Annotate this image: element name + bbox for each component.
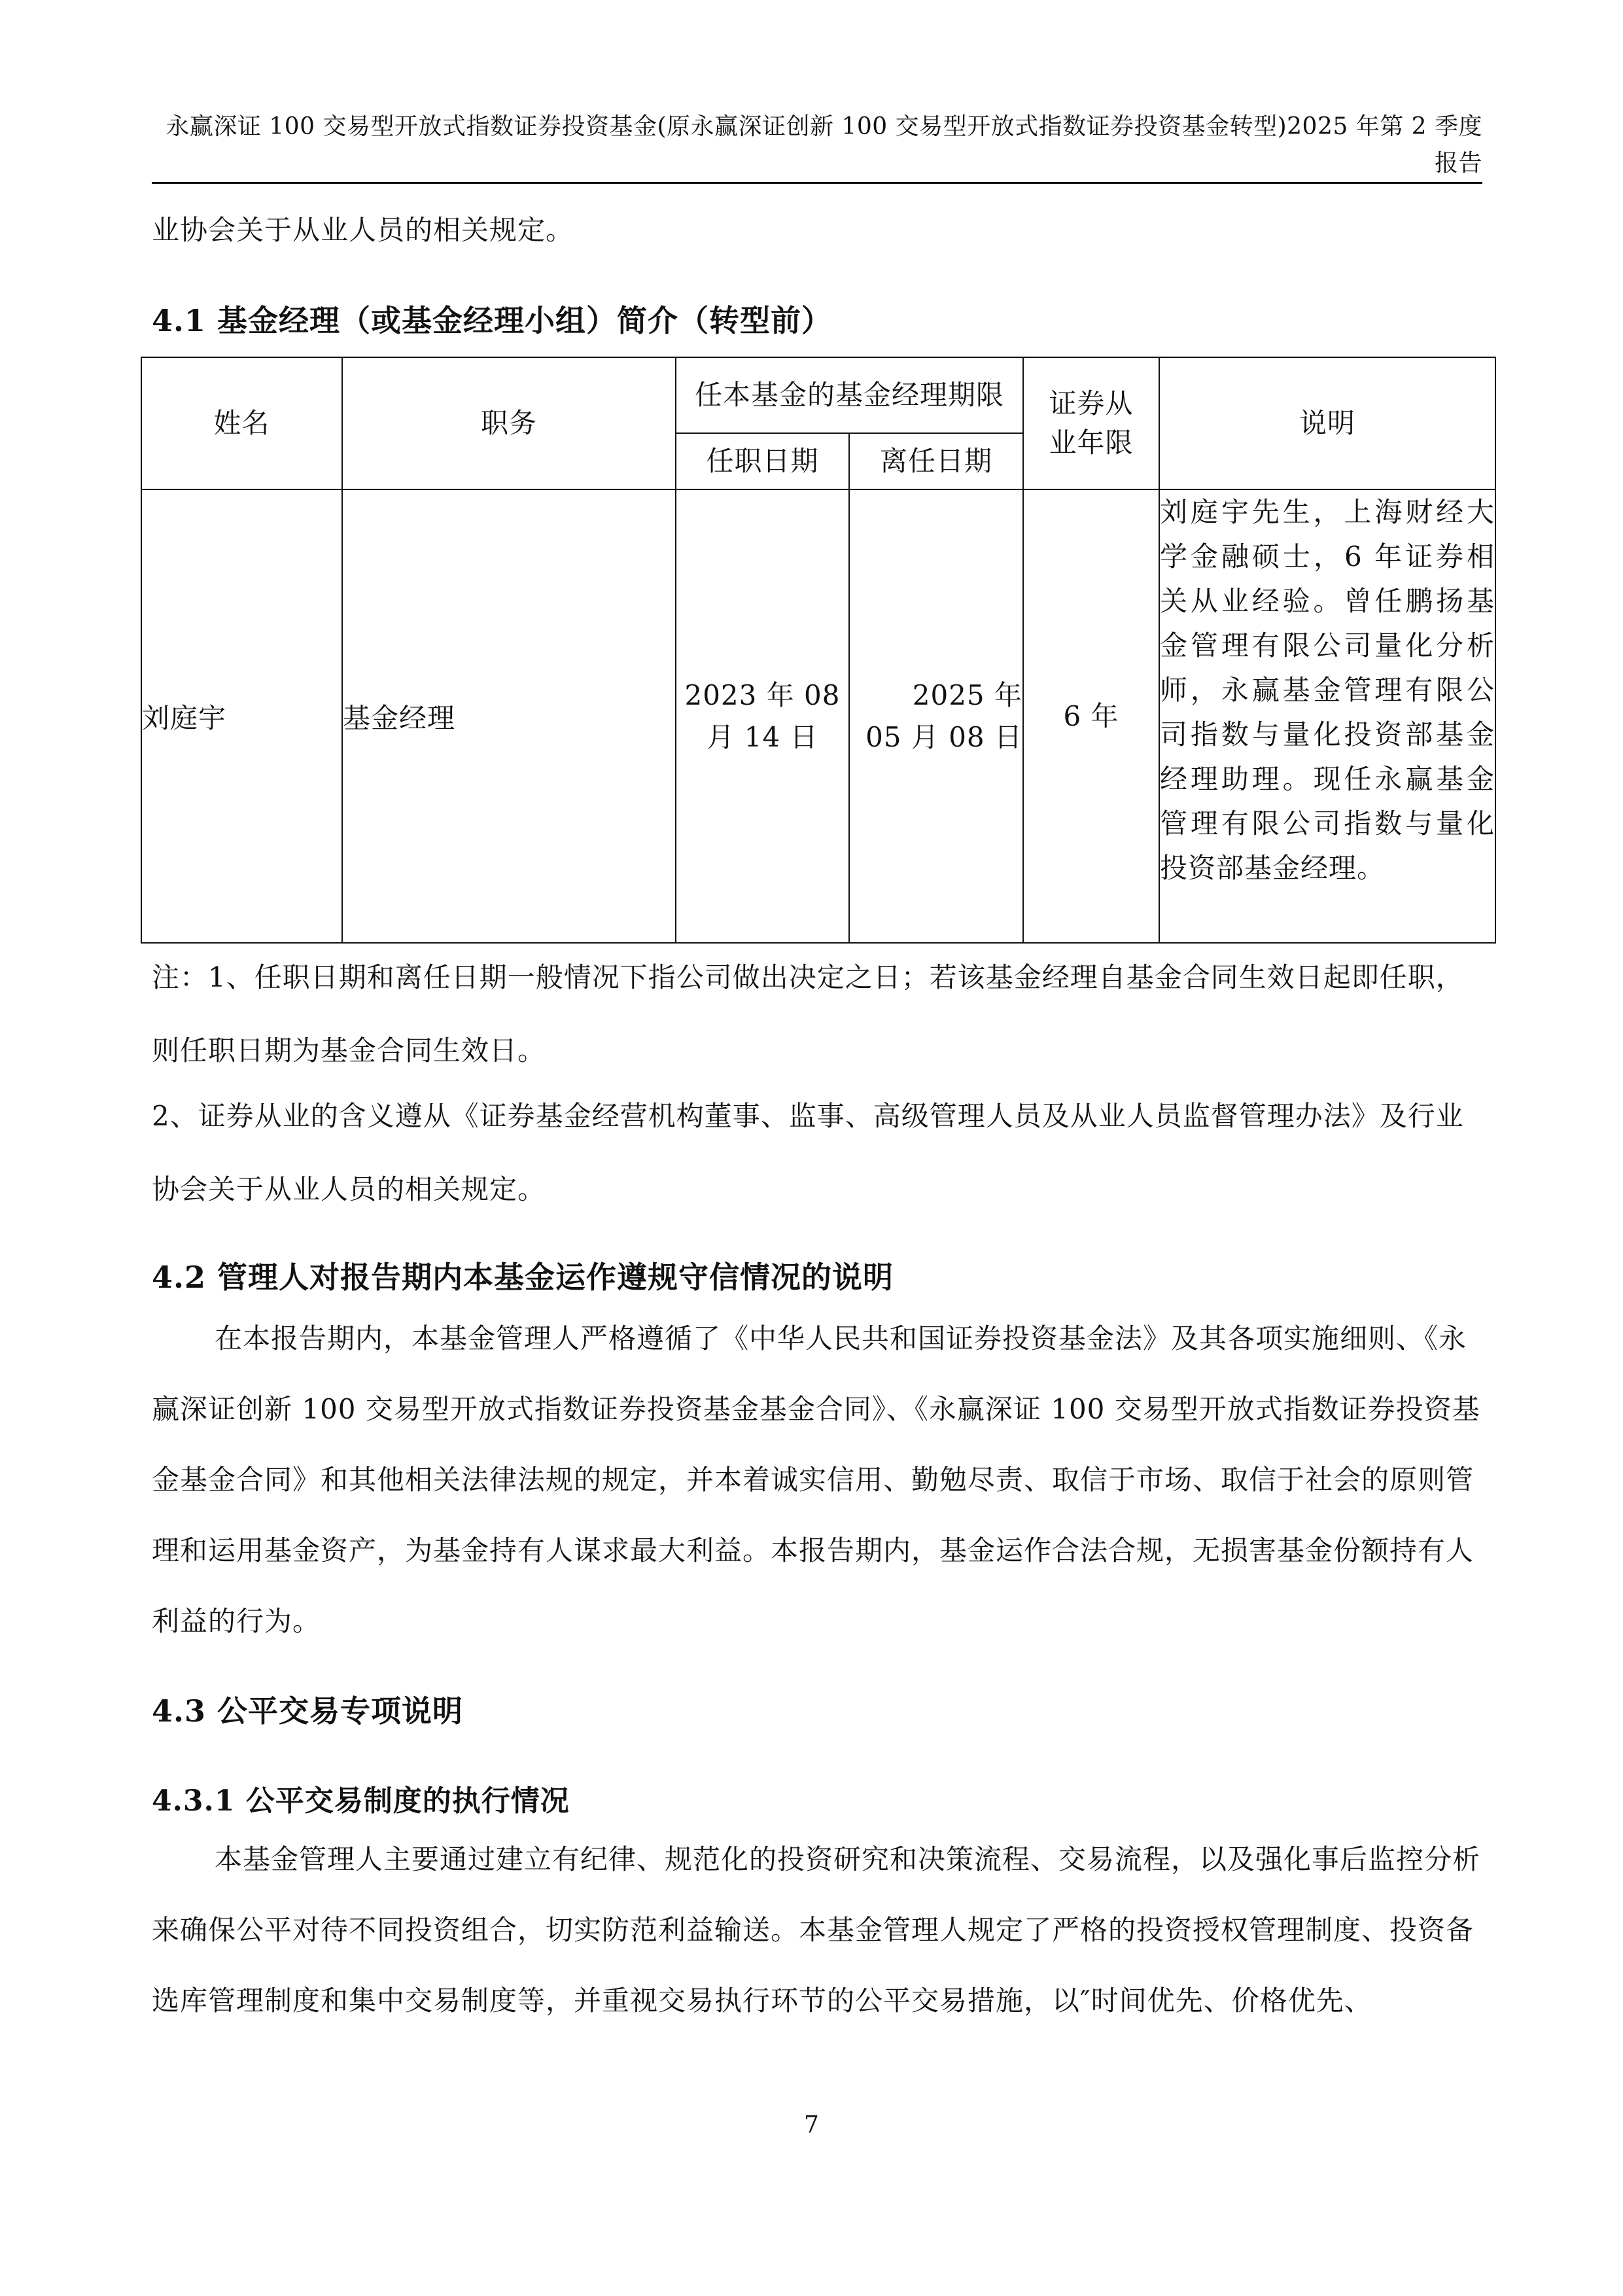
cell-end-date <box>849 489 1023 943</box>
header-start-date: 任职日期 <box>676 433 849 489</box>
page-number: 7 <box>804 2111 819 2138</box>
cell-name: 刘庭宇 <box>141 489 342 943</box>
header-years-line1: 证券从 <box>1049 387 1134 419</box>
cell-position: 基金经理 <box>342 489 676 943</box>
section-4-3-1-heading: 4.3.1 公平交易制度的执行情况 <box>152 1784 570 1818</box>
start-date-line2: 月 14 日 <box>707 720 818 753</box>
cell-years: 6 年 <box>1023 489 1159 943</box>
cell-start-date <box>676 489 849 943</box>
section-4-2-heading: 4.2 管理人对报告期内本基金运作遵规守信情况的说明 <box>152 1260 894 1295</box>
section-4-2-body: 在本报告期内，本基金管理人严格遵循了《中华人民共和国证券投资基金法》及其各项实施细则、《永赢深证创新 100 交易型开放式指数证券投资基金基金合同》、《永赢深证 100 交易型开放式指数证券投资基金基金合同》和其他相关法律法规的规定，并本着诚实信用、勤勉尽责、取信于市场、取信于社会的原则管理和运用基金资产，为基金持有人谋求最大利益。本报告期内，基金运作合法合规，无损害基金份额持有人利益的行为。 <box>152 1322 1480 1637</box>
header-rule <box>152 182 1482 184</box>
table-row <box>141 489 1495 943</box>
header-position: 职务 <box>342 357 676 489</box>
cell-description: 刘庭宇先生，上海财经大学金融硕士，6 年证券相关从业经验。曾任鹏扬基金管理有限公司量化分析师，永赢基金管理有限公司指数与量化投资部基金经理助理。现任永赢基金管理有限公司指数与量化投资部基金经理。 <box>1159 489 1495 943</box>
header-years-line2: 业年限 <box>1049 427 1134 459</box>
header-term: 任本基金的基金经理期限 <box>676 357 1023 433</box>
header-description: 说明 <box>1159 357 1495 489</box>
fund-manager-table <box>141 357 1496 944</box>
header-title-continued: 报告 <box>1434 150 1482 177</box>
end-date-line2: 05 月 08 日 <box>865 720 1023 753</box>
header-years <box>1023 357 1159 489</box>
header-name: 姓名 <box>141 357 342 489</box>
note-1: 注：1、任职日期和离任日期一般情况下指公司做出决定之日；若该基金经理自基金合同生效日起即任职，则任职日期为基金合同生效日。 <box>152 961 1464 1067</box>
section-4-1-heading: 4.1 基金经理（或基金经理小组）简介（转型前） <box>152 303 833 338</box>
section-4-3-1-body: 本基金管理人主要通过建立有纪律、规范化的投资研究和决策流程、交易流程，以及强化事后监控分析来确保公平对待不同投资组合，切实防范利益输送。本基金管理人规定了严格的投资授权管理制度、投资备选库管理制度和集中交易制度等，并重视交易执行环节的公平交易措施，以″时间优先、价格优先、 <box>152 1843 1481 2017</box>
intro-text: 业协会关于从业人员的相关规定。 <box>152 214 574 246</box>
header-title: 永赢深证 100 交易型开放式指数证券投资基金(原永赢深证创新 100 交易型开放式指数证券投资基金转型)2025 年第 2 季度 <box>166 113 1482 140</box>
header-end-date: 离任日期 <box>849 433 1023 489</box>
section-4-3-heading: 4.3 公平交易专项说明 <box>152 1693 464 1729</box>
note-2: 2、证券从业的含义遵从《证券基金经营机构董事、监事、高级管理人员及从业人员监督管理办法》及行业协会关于从业人员的相关规定。 <box>152 1100 1464 1205</box>
running-header <box>152 109 1482 182</box>
end-date-line1: 2025 年 <box>912 679 1023 711</box>
start-date-line1: 2023 年 08 <box>684 679 841 711</box>
